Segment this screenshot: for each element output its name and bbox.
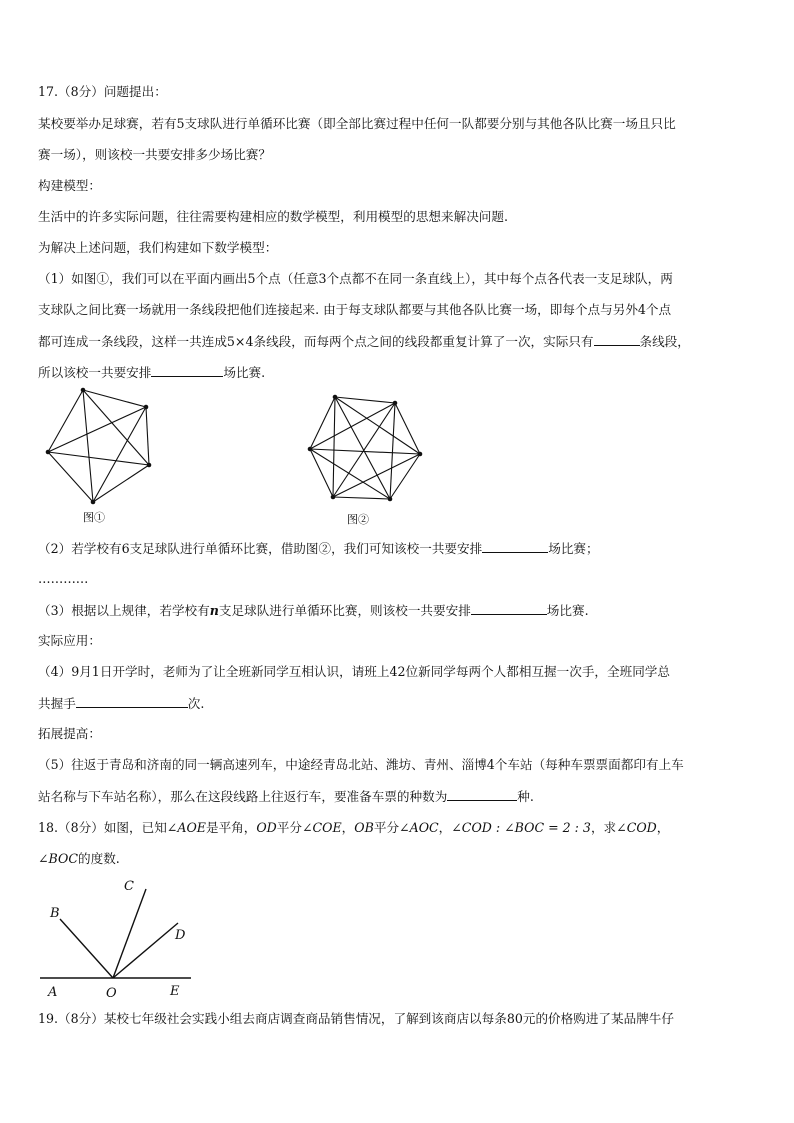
answer-blank-segments[interactable] (594, 333, 640, 346)
q17-part3 (38, 602, 589, 619)
q18-angle-coe: ∠COE (301, 820, 342, 835)
q18-text6: ，求 (590, 820, 617, 835)
figure2-caption: 图② (347, 513, 369, 526)
q18-ray-ob: OB (354, 820, 374, 835)
q17-part1-line2: 支球队之间比赛一场就用一条线段把他们连接起来. 由于每支球队都要与其他各队比赛一场，即每个点与另外4个点 (38, 302, 672, 317)
q18-text8: 的度数. (78, 851, 120, 866)
answer-blank-tickets[interactable] (447, 788, 517, 801)
q18-text3: ， (341, 820, 355, 835)
q17-part3-text: （3）根据以上规律，若学校有 (38, 603, 210, 618)
q18-ray-od: OD (256, 820, 277, 835)
q18-angle-cod: ∠COD (616, 820, 657, 835)
q17-problem-line2: 赛一场），则该校一共要安排多少场比赛？ (38, 147, 271, 162)
label-a: A (48, 985, 58, 1000)
q18-text1: 是平角， (205, 820, 257, 835)
q17-model-intro: 为解决上述问题，我们构建如下数学模型： (38, 240, 278, 255)
q17-part1-line3-text: 都可连成一条线段，这样一共连成5×4条线段，而每两个点之间的线段都重复计算了一次，实际只有 (38, 334, 594, 349)
label-b: B (50, 906, 60, 921)
q17-part1-line3-end: 条线段， (639, 334, 690, 349)
q17-part5-text: 站名称与下车站名称），那么在这段线路上往返行车，要准备车票的种数为 (38, 789, 448, 804)
q17-part4-line1: （4）9月1日开学时，老师为了让全班新同学互相认识，请班上42位新同学每两个人都相互握一次手，全班同学总 (38, 664, 670, 679)
q17-part1-line3 (38, 333, 690, 350)
q17-part1-line4-text: 所以该校一共要安排 (38, 365, 152, 380)
q17-part1-line1: （1）如图①，我们可以在平面内画出5个点（任意3个点都不在同一条直线上），其中每个点各代表一支足球队，两 (38, 271, 673, 286)
answer-blank-matches-n[interactable] (471, 602, 547, 615)
label-c: C (124, 879, 134, 894)
figure-hexagon (305, 390, 430, 530)
q17-part2 (38, 540, 599, 557)
label-o: O (106, 986, 117, 1001)
q18-angle-aoc: ∠AOC (399, 820, 439, 835)
q17-part5-line2 (38, 788, 534, 805)
q17-part1-line4 (38, 364, 265, 381)
q18-text4: 平分 (373, 820, 400, 835)
label-d: D (175, 928, 186, 943)
q17-part3-n: n (209, 603, 219, 618)
q17-model-desc: 生活中的许多实际问题，往往需要构建相应的数学模型，利用模型的思想来解决问题. (38, 209, 508, 224)
figure-pentagon (40, 385, 170, 525)
q19-line1: 19.（8分）某校七年级社会实践小组去商店调查商品销售情况，了解到该商店以每条80元的价格购进了某品牌牛仔 (38, 1011, 674, 1026)
q17-application: 实际应用： (38, 633, 101, 648)
q18-text2: 平分 (276, 820, 302, 835)
q17-part5-line1: （5）往返于青岛和济南的同一辆高速列车，中途经青岛北站、潍坊、青州、淄博4个车站（每种车票票面都印有上车 (38, 757, 684, 772)
q18-angle-boc: ∠BOC (38, 851, 79, 866)
q17-part2-text: （2）若学校有6支足球队进行单循环比赛，借助图②，我们可知该校一共要安排 (38, 541, 483, 556)
q18-text5: ， (438, 820, 452, 835)
figure-angles (36, 876, 196, 1000)
label-e: E (170, 984, 180, 999)
figure1-caption: 图① (83, 511, 105, 524)
q18-heading: 18.（8分）如图，已知 (38, 820, 167, 835)
q17-extension: 拓展提高： (38, 726, 101, 741)
q17-heading: 17.（8分）问题提出： (38, 84, 167, 99)
q17-part4-line2 (38, 695, 204, 712)
q17-part3-mid: 支足球队进行单循环比赛，则该校一共要安排 (218, 603, 471, 618)
q17-part2-end: 场比赛； (548, 541, 599, 556)
q17-problem-line1: 某校要举办足球赛，若有5支球队进行单循环比赛（即全部比赛过程中任何一队都要分别与其他各队比赛一场且只比 (38, 116, 676, 131)
q18-angle-aoe: ∠AOE (166, 820, 206, 835)
q17-part4-end: 次. (187, 696, 205, 711)
answer-blank-matches-6[interactable] (482, 540, 548, 553)
q18-line1 (38, 820, 669, 836)
answer-blank-handshakes[interactable] (76, 695, 188, 708)
q17-part1-line4-end: 场比赛. (223, 365, 266, 380)
q18-line2 (38, 851, 120, 867)
q18-ratio: ∠COD : ∠BOC = 2 : 3 (451, 820, 591, 835)
q17-ellipsis: ………… (38, 571, 89, 586)
q18-text7: ， (656, 820, 670, 835)
q17-part4-text: 共握手 (38, 696, 76, 711)
answer-blank-matches-5[interactable] (151, 364, 223, 377)
q17-part3-end: 场比赛. (546, 603, 589, 618)
q17-part5-end: 种. (517, 789, 534, 804)
q17-build-model: 构建模型： (38, 178, 101, 193)
